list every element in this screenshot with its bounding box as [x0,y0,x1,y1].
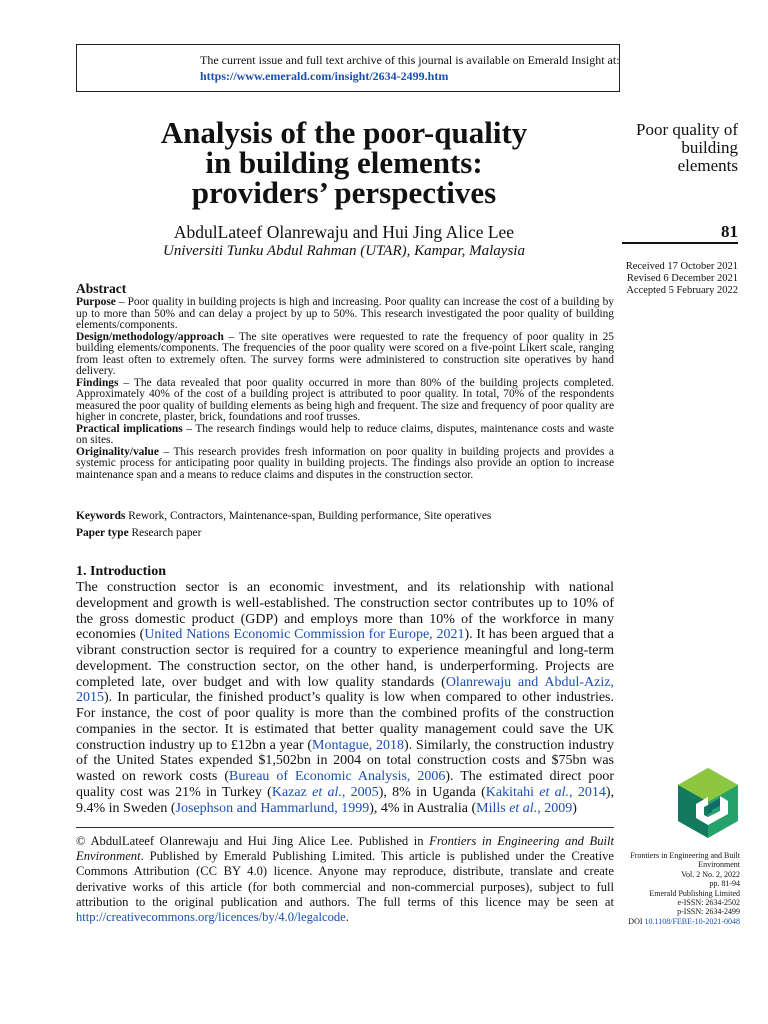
body-text: ), 8% in Uganda ( [378,784,486,800]
journal-info-line: p-ISSN: 2634-2499 [677,907,740,917]
journal-info-line: Frontiers in Engineering and Built [630,851,740,860]
body-text: ). It has been argued that a vibrant construction sector is required for a country to experience meaningful and long-term development. The construction sector, on the other hand, is underperforming. Projects are completed late, over budget and with low quality standards ( [76,627,614,690]
abstract-practical [76,424,614,447]
paper-type-label: Paper type [76,527,129,539]
running-head [600,121,738,175]
running-head-line: building [681,138,738,157]
article-dates [606,261,738,297]
body-text: ). Similarly, the construction industry of the United States expended $1,502bn in 2004 on total construction costs and $75bn was wasted on rework costs ( [76,737,614,784]
affiliation: Universiti Tunku Abdul Rahman (UTAR), Kampar, Malaysia [163,243,525,259]
page-number-rule [622,242,738,244]
journal-info-line: Environment [698,860,740,870]
revised-date: Revised 6 December 2021 [626,273,738,284]
citation-link[interactable]: Kakitahi et al., 2014 [485,784,606,800]
journal-archive-box [76,44,620,92]
emerald-logo-icon [676,766,740,840]
paper-type-text: Research paper [128,527,202,539]
journal-info-line: e-ISSN: 2634-2502 [677,898,740,908]
abstract-purpose [76,297,614,332]
keywords [76,510,614,523]
title-line: in building elements: [205,145,483,180]
body-text: ), 4% in Australia ( [369,800,477,816]
license-note [76,834,614,925]
section-label: Practical implications [76,422,183,435]
abstract-body [76,297,614,481]
citation-link[interactable]: Bureau of Economic Analysis, 2006 [228,769,446,784]
citation-link[interactable]: Kazaz et al., 2005 [271,784,379,800]
introduction-body [76,580,614,816]
section-text: – Poor quality in building projects is high and increasing. Poor quality can increase the cost of a building by up to more than 50% and can delay a project by up to 50%. This research investigated the poor quality of building elements/components. [76,296,614,331]
citation-link[interactable]: United Nations Economic Commission for Europe, 2021 [144,627,465,643]
journal-name: Frontiers in Engineering and Built Environment [76,834,614,864]
section-label: Design/methodology/approach [76,330,224,343]
archive-notice: The current issue and full text archive of this journal is available on Emerald Insight at: [200,53,620,67]
license-text: . [345,910,349,925]
keywords-label: Keywords [76,510,126,522]
citation-link[interactable]: Olanrewaju and Abdul-Aziz, 2015 [76,674,614,706]
body-text: ). The estimated direct poor quality cost was 21% in Turkey ( [76,769,615,800]
body-text: ) [572,800,577,816]
section-label: Originality/value [76,445,159,458]
abstract-findings [76,378,614,424]
section-label: Purpose [76,296,116,308]
keywords-text: Rework, Contractors, Maintenance-span, Building performance, Site operatives [125,510,492,522]
doi-line [606,917,740,926]
title-line: Analysis of the poor-quality [160,115,528,150]
citation-link[interactable]: Montague, 2018 [312,737,405,753]
body-text: ), 9.4% in Sweden ( [76,784,615,816]
license-text: © AbdulLateef Olanrewaju and Hui Jing Alice Lee. Published in [76,834,430,848]
page-number: 81 [721,222,738,241]
abstract-design [76,332,614,378]
doi-label: DOI [628,916,645,926]
section-text: – The research findings would help to reduce claims, disputes, maintenance costs and waste on sites. [76,422,614,446]
section-text: – The data revealed that poor quality occurred in more than 80% of the building projects completed. Approximately 40% of the cost of a building project is attributed to poor quality. In total, 70% of the respondents measured the poor quality of building elements as being high and frequent. The size and frequency of poor quality are higher in concrete, plaster, brick, foundations and roof trusses. [76,376,614,423]
license-url-link[interactable]: http://creativecommons.org/licences/by/4.0/legalcode [76,910,346,925]
running-head-line: elements [677,156,738,175]
section-text: – This research provides fresh information on poor quality in building projects and provides a systemic process for anticipating poor quality in building projects. The findings also provide an option to increase maintenance span and a means to reduce claims and disputes in the construction sector. [76,445,614,481]
body-text: The construction sector is an economic investment, and its relationship with national development and growth is well-established. The construction sector contributes up to 10% of the gross domestic product (GDP) and employs more than 10% of the workforce in many economies ( [76,580,614,643]
journal-url-link[interactable]: https://www.emerald.com/insight/2634-2499.htm [200,69,449,83]
section-label: Findings [76,376,119,389]
journal-info-line: Emerald Publishing Limited [649,888,740,898]
title-line: providers’ perspectives [191,175,497,210]
paper-type [76,527,614,540]
abstract-heading: Abstract [76,281,127,296]
running-head-line: Poor quality of [636,120,738,139]
license-rule [76,827,614,828]
authors: AbdulLateef Olanrewaju and Hui Jing Alice Lee [173,222,515,242]
doi-link[interactable]: 10.1108/FEBE-10-2021-0048 [644,916,740,926]
journal-info [606,851,740,926]
journal-info-line: Vol. 2 No. 2, 2022 [681,869,740,879]
section-text: – The site operatives were requested to rate the frequency of poor quality in 25 building elements/components. The frequencies of the poor quality were scored on a five-point Likert scale, ranging from least often to extremely often. The survey forms were administered to construction site operatives by hand delivery. [76,330,614,377]
introduction-heading: 1. Introduction [76,564,166,579]
abstract-originality [76,447,614,482]
journal-info-line: pp. 81-94 [709,879,740,889]
citation-link[interactable]: Josephson and Hammarlund, 1999 [175,800,370,816]
license-text: . Published by Emerald Publishing Limited. This article is published under the Creative Commons Attribution (CC BY 4.0) licence. Anyone may reproduce, distribute, translate and create derivative works of this article (for both commercial and non-commercial purposes), subject to full attribution to the original publication and authors. The full terms of this licence may be seen at [76,849,614,909]
body-text: ). In particular, the finished product’s quality is low when compared to other industries. For instance, the cost of poor quality is more than the combined profits of the construction companies in the sector. It is estimated that better quality management could save the UK construction industry up to £12bn a year ( [76,690,614,753]
received-date: Received 17 October 2021 [625,261,738,272]
article-title [76,115,612,210]
citation-link[interactable]: Mills et al., 2009 [476,800,573,816]
accepted-date: Accepted 5 February 2022 [626,285,738,296]
